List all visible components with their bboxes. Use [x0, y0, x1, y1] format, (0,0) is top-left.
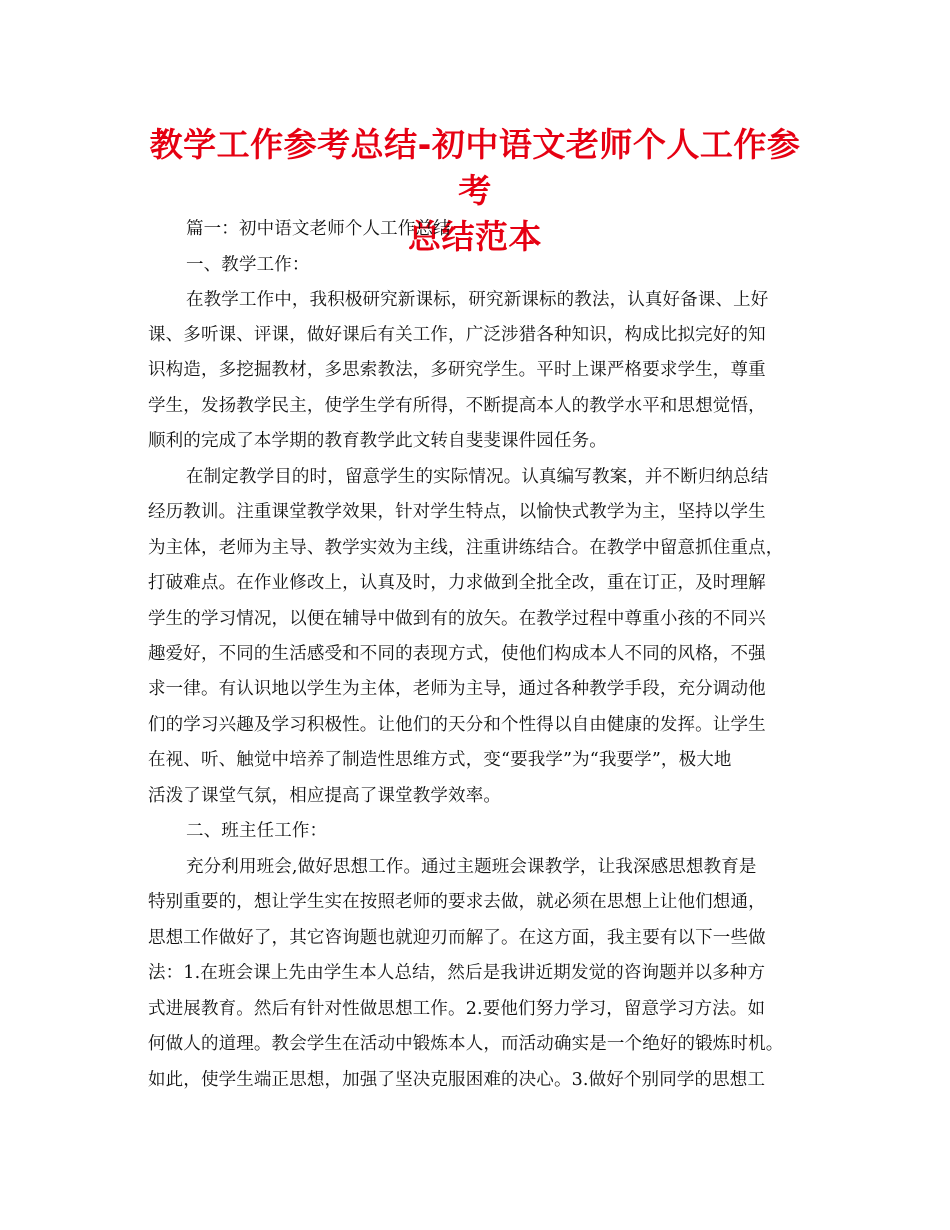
paragraph-line: 识构造，多挖掘教材，多思索教法，多研究学生。平时上课严格要求学生，尊重 — [148, 360, 766, 380]
title-line-1: 教学工作参考总结-初中语文老师个人工作参考 — [149, 125, 801, 210]
paragraph-line: 在视、听、触觉中培养了制造性思维方式，变“要我学”为“我要学”，极大地 — [148, 750, 732, 770]
paragraph-line: 何做人的道理。教会学生在活动中锻炼本人，而活动确实是一个绝好的锻炼时机。 — [148, 1034, 784, 1054]
paragraph-line: 趣爱好，不同的生活感受和不同的表现方式，使他们构成本人不同的风格，不强 — [148, 644, 766, 664]
paragraph-line: 学生的学习情况，以便在辅导中做到有的放矢。在教学过程中尊重小孩的不同兴 — [148, 609, 766, 629]
paragraph-line: 为主体，老师为主导、教学实效为主线，注重讲练结合。在教学中留意抓住重点， — [148, 538, 784, 558]
title-line-2: 总结范本 — [408, 217, 542, 256]
subtitle: 篇一：初中语文老师个人工作总结 — [186, 219, 451, 239]
paragraph-line: 思想工作做好了，其它咨询题也就迎刃而解了。在这方面，我主要有以下一些做 — [148, 928, 766, 948]
paragraph-line: 顺利的完成了本学期的教育教学此文转自斐斐课件园任务。 — [148, 431, 607, 451]
section-heading-class-teacher: 二、班主任工作： — [186, 821, 328, 841]
section-heading-teaching: 一、教学工作： — [186, 255, 310, 275]
paragraph-line: 学生，发扬教学民主，使学生学有所得，不断提高本人的教学水平和思想觉悟， — [148, 396, 766, 416]
paragraph-line: 如此，使学生端正思想，加强了坚决克服困难的决心。3.做好个别同学的思想工 — [148, 1070, 766, 1090]
paragraph-line: 经历教训。注重课堂教学效果，针对学生特点，以愉快式教学为主，坚持以学生 — [148, 502, 766, 522]
paragraph-line: 法：1.在班会课上先由学生本人总结，然后是我讲近期发觉的咨询题并以多种方 — [148, 963, 766, 983]
paragraph-line: 课、多听课、评课，做好课后有关工作，广泛涉猎各种知识，构成比拟完好的知 — [148, 325, 766, 345]
paragraph-line: 在教学工作中，我积极研究新课标，研究新课标的教法，认真好备课、上好 — [186, 290, 769, 310]
paragraph-line: 求一律。有认识地以学生为主体，老师为主导，通过各种教学手段，充分调动他 — [148, 679, 766, 699]
paragraph-line: 打破难点。在作业修改上，认真及时，力求做到全批全改，重在订正，及时理解 — [148, 573, 766, 593]
paragraph-line: 活泼了课堂气氛，相应提高了课堂教学效率。 — [148, 786, 501, 806]
paragraph-line: 特别重要的，想让学生实在按照老师的要求去做，就必须在思想上让他们想通， — [148, 892, 766, 912]
paragraph-line: 在制定教学目的时，留意学生的实际情况。认真编写教案，并不断归纳总结 — [186, 467, 769, 487]
paragraph-line: 式进展教育。然后有针对性做思想工作。2.要他们努力学习，留意学习方法。如 — [148, 999, 766, 1019]
paragraph-line: 充分利用班会,做好思想工作。通过主题班会课教学，让我深感思想教育是 — [186, 857, 757, 877]
paragraph-line: 们的学习兴趣及学习积极性。让他们的天分和个性得以自由健康的发挥。让学生 — [148, 715, 766, 735]
